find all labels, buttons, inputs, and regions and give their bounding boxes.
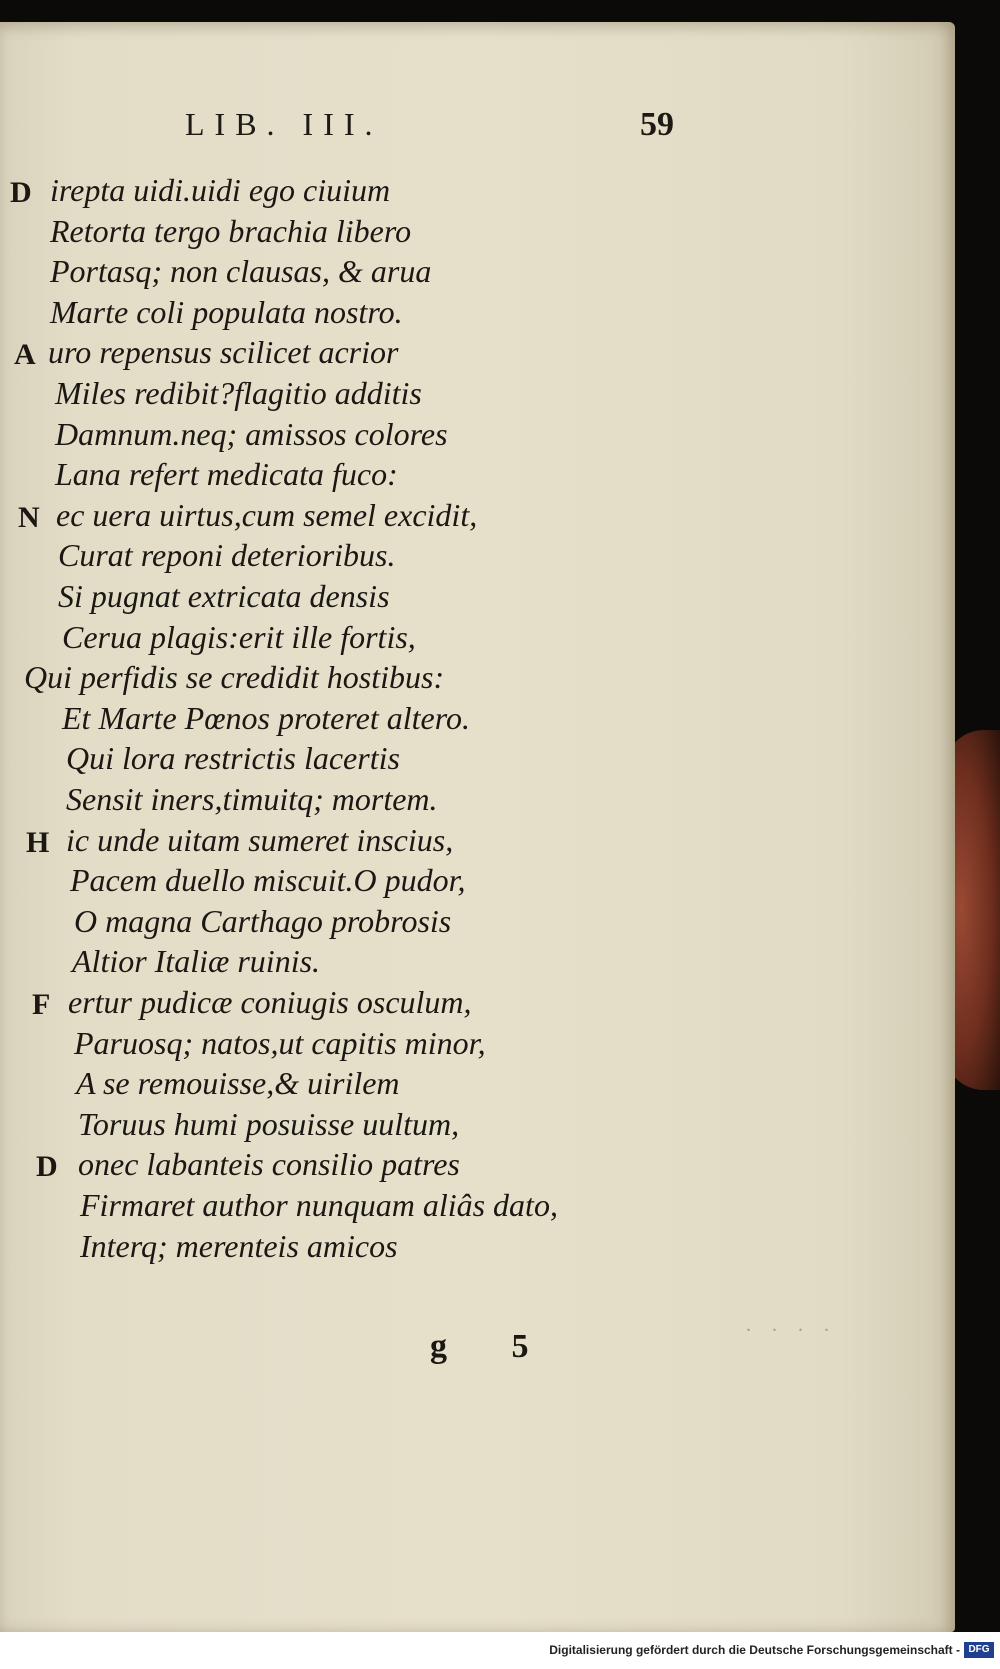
verse-line xyxy=(0,456,940,498)
verse-line xyxy=(0,903,940,945)
verse-text: Damnum.neq; amissos colores xyxy=(55,415,448,452)
verse-line xyxy=(0,781,940,823)
running-title: LIB. III. xyxy=(185,106,383,142)
verse-line xyxy=(0,375,940,417)
verse-line xyxy=(0,740,940,782)
verse-text: Sensit iners,timuitq; mortem. xyxy=(66,781,438,817)
verse-line xyxy=(0,537,940,579)
verse-text: Portasq; non clausas, & arua xyxy=(50,253,432,290)
verse-initial: D xyxy=(36,1150,58,1184)
verse-text: A se remouisse,& uirilem xyxy=(76,1065,400,1102)
verse-text: irepta uidi.uidi ego ciuium xyxy=(50,172,391,208)
verse-text: Et Marte Pœnos proteret altero. xyxy=(62,699,470,736)
digitization-footer xyxy=(0,1632,1000,1669)
folio-number: 59 xyxy=(640,106,674,143)
verse-line xyxy=(0,984,940,1026)
verse-line xyxy=(0,497,940,539)
verse-line xyxy=(0,619,940,661)
verse-text: Marte coli populata nostro. xyxy=(50,293,403,330)
page-header xyxy=(185,106,685,156)
verse-line xyxy=(0,659,940,701)
verse-line xyxy=(0,1025,940,1067)
dfg-logo: DFG xyxy=(964,1642,994,1658)
verse-line xyxy=(0,700,940,742)
verse-text: Paruosq; natos,ut capitis minor, xyxy=(74,1024,486,1061)
verse-text: Altior Italiæ ruinis. xyxy=(72,943,321,980)
verse-text: Interq; merenteis amicos xyxy=(80,1227,398,1264)
verse-line xyxy=(0,1187,940,1229)
verse-text: Retorta tergo brachia libero xyxy=(50,212,412,249)
verse-text: Miles redibit?flagitio additis xyxy=(55,375,422,411)
verse-text: Toruus humi posuisse uultum, xyxy=(78,1105,460,1142)
verse-text: Pacem duello miscuit.O pudor, xyxy=(70,862,466,899)
verse-line xyxy=(0,862,940,904)
verse-text: Qui lora restrictis lacertis xyxy=(66,740,400,777)
verse-line xyxy=(0,294,940,336)
verse-line xyxy=(0,1106,940,1148)
verse-line xyxy=(0,943,940,985)
trailing-mark: . . . . xyxy=(746,1314,837,1336)
verse-text: onec labanteis consilio patres xyxy=(78,1146,460,1183)
verse-line xyxy=(0,822,940,864)
verse-text: ertur pudicæ coniugis osculum, xyxy=(68,984,472,1020)
verse-line xyxy=(0,334,940,376)
verse-text: O magna Carthago probrosis xyxy=(74,902,452,939)
verse-line xyxy=(0,578,940,620)
verse-line xyxy=(0,213,940,255)
verse-initial: N xyxy=(18,500,40,534)
verse-initial: F xyxy=(32,988,51,1021)
verse-initial: D xyxy=(10,176,32,209)
verse-initial: A xyxy=(14,338,36,372)
verse-line xyxy=(0,253,940,295)
verse-text: ec uera uirtus,cum semel excidit, xyxy=(56,496,478,533)
verse-initial: H xyxy=(26,825,50,859)
verse-line xyxy=(0,172,940,214)
verse-text: Firmaret author nunquam aliâs dato, xyxy=(80,1187,558,1223)
catchword: g 5 xyxy=(430,1328,557,1365)
footer-credit: Digitalisierung gefördert durch die Deutsche Forschungsgemeinschaft - xyxy=(549,1643,960,1657)
verse-text: Si pugnat extricata densis xyxy=(58,578,390,614)
verse-text: Curat reponi deterioribus. xyxy=(58,537,396,574)
verse-line xyxy=(0,1146,940,1188)
book-page xyxy=(0,22,955,1632)
verse-line xyxy=(0,1065,940,1107)
verse-text: Qui perfidis se credidit hostibus: xyxy=(24,659,445,696)
verse-line xyxy=(0,1228,940,1270)
verse-text: Cerua plagis:erit ille fortis, xyxy=(62,618,416,655)
verse-text: Lana refert medicata fuco: xyxy=(55,456,398,493)
verse-text: ic unde uitam sumeret inscius, xyxy=(66,821,454,858)
verse-line xyxy=(0,416,940,458)
verse-text: uro repensus scilicet acrior xyxy=(48,334,399,371)
